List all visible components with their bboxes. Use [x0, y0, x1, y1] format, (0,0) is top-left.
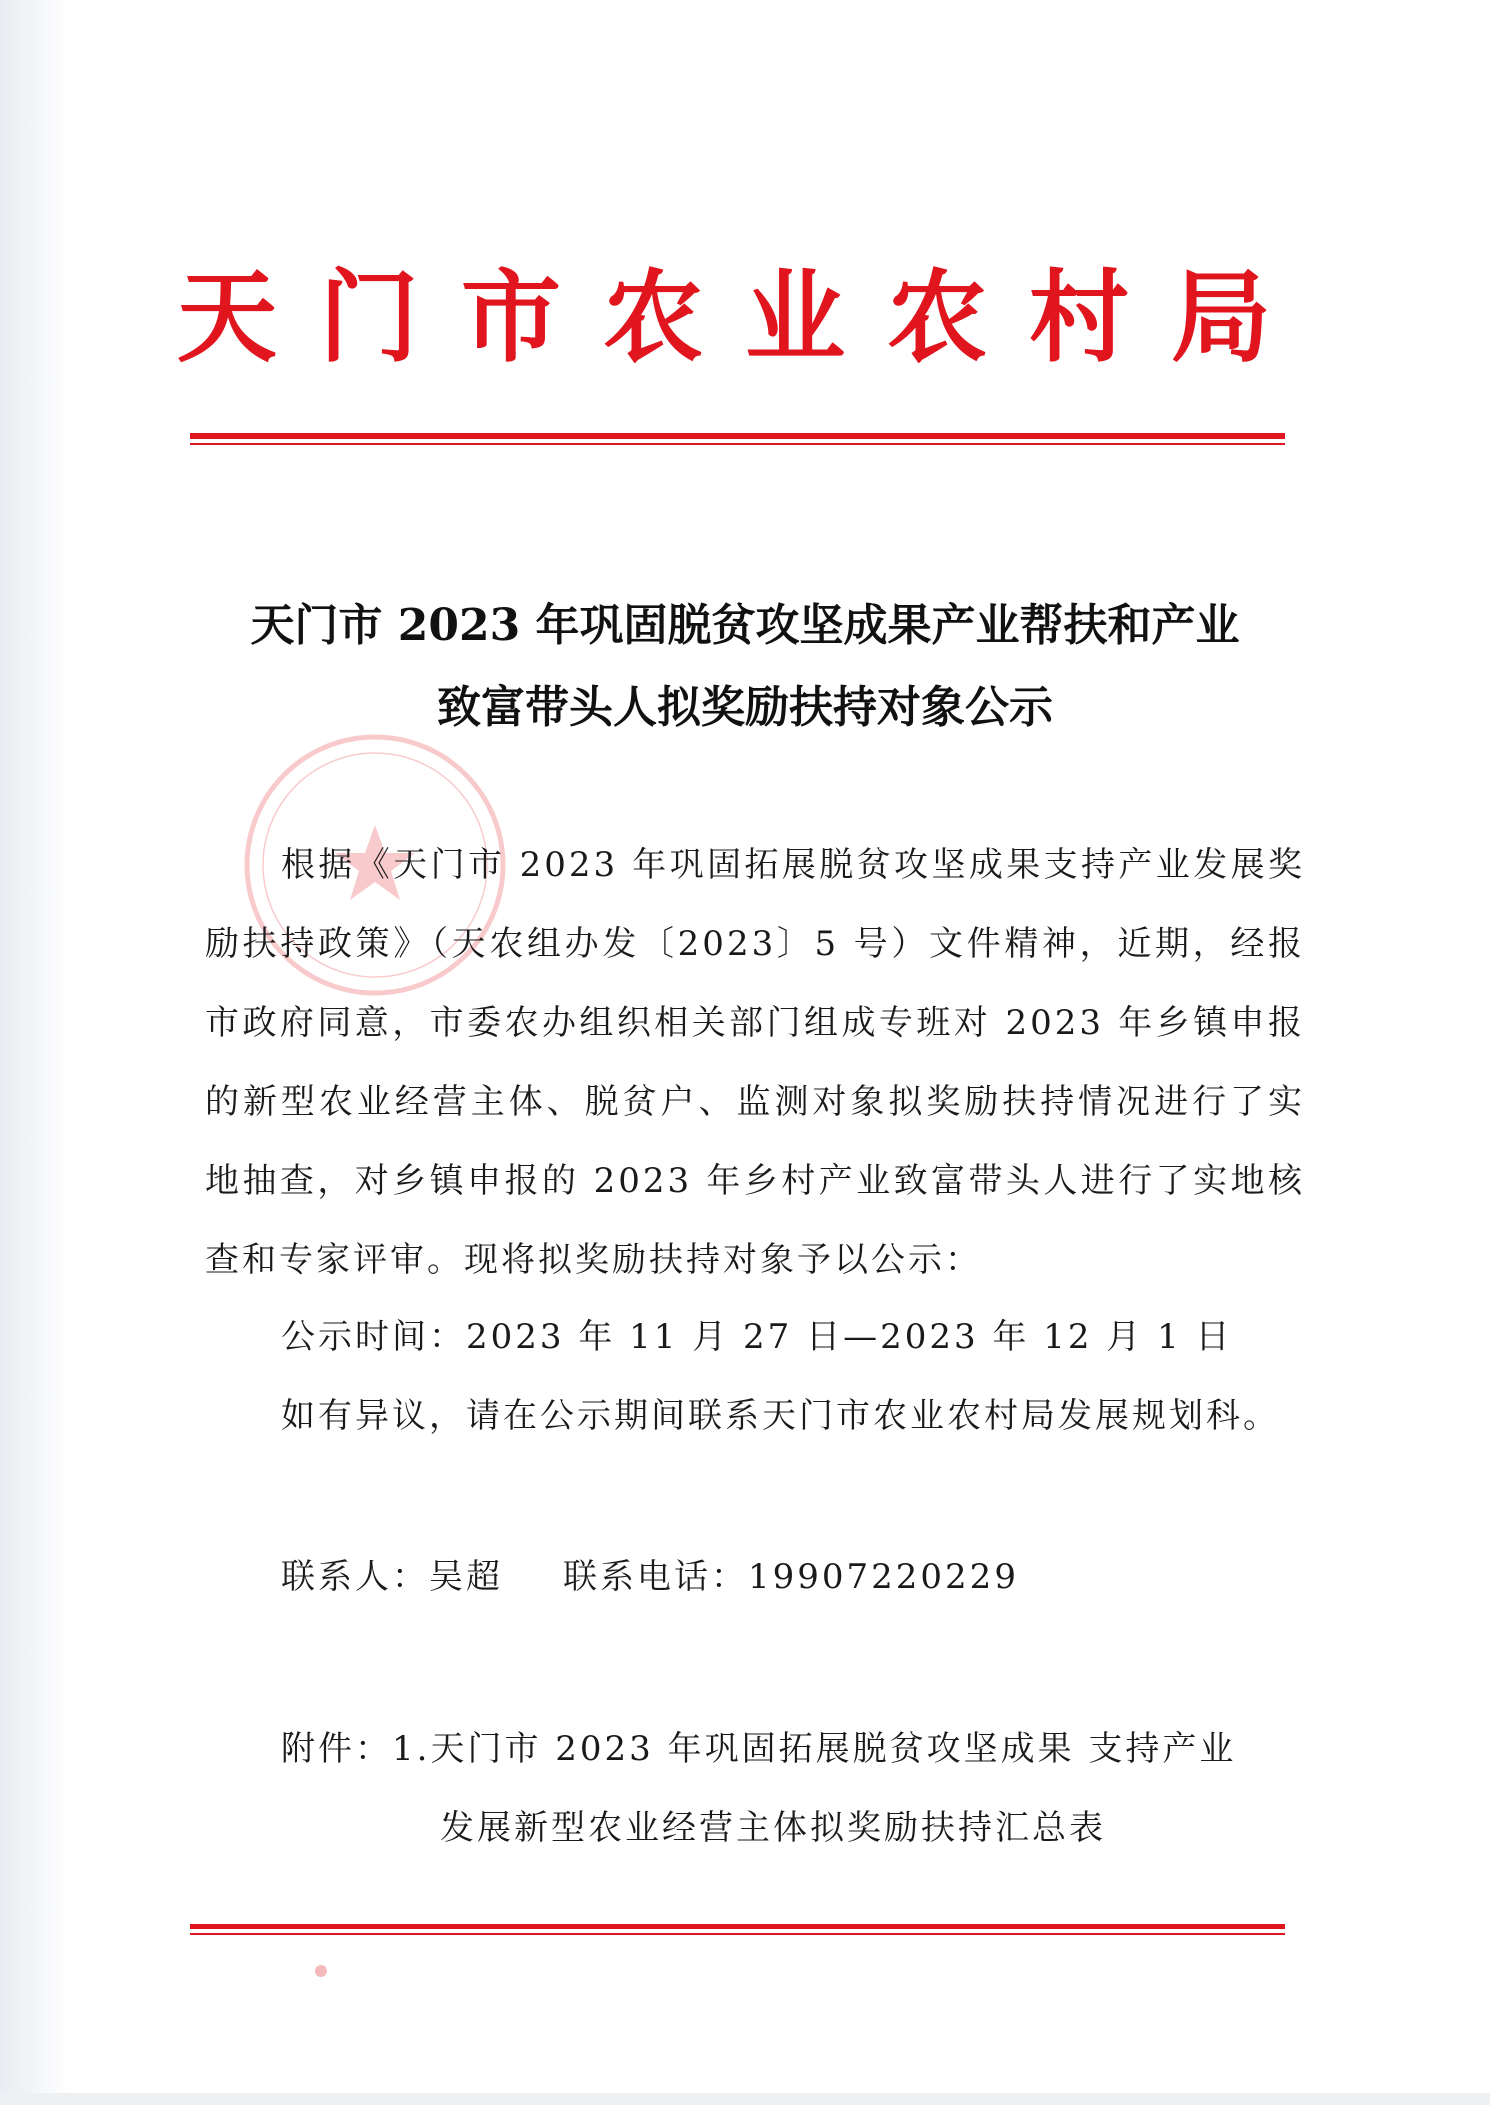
header-rule-thick	[190, 433, 1285, 439]
publicity-period: 公示时间：2023 年 11 月 27 日—2023 年 12 月 1 日	[281, 1317, 1233, 1357]
contact-line	[281, 1538, 1281, 1617]
contact-phone: 联系电话：19907220229	[563, 1557, 1019, 1597]
footer-rule-thick	[190, 1924, 1285, 1929]
notice-title-line1: 天门市 2023 年巩固脱贫攻坚成果产业帮扶和产业	[250, 600, 1240, 651]
notice-title-line2: 致富带头人拟奖励扶持对象公示	[437, 682, 1053, 733]
ink-speck	[315, 1965, 327, 1977]
attachment-line1: 附件：1.天门市 2023 年巩固拓展脱贫攻坚成果 支持产业	[281, 1729, 1237, 1769]
contact-person: 联系人：吴超	[281, 1557, 503, 1597]
scan-shadow-bottom	[0, 2093, 1490, 2105]
issuer-masthead: 天门市农业农村局	[177, 259, 1313, 376]
notice-title	[150, 585, 1340, 749]
body-paragraph-main: 根据《天门市 2023 年巩固拓展脱贫攻坚成果支持产业发展奖励扶持政策》（天农组办发〔2023〕5 号）文件精神，近期，经报市政府同意，市委农办组织相关部门组成专班对 2023 年乡镇申报的新型农业经营主体、脱贫户、监测对象拟奖励扶持情况进行了实地抽查，对乡镇申报的 2023 年乡村产业致富带头人进行了实地核查和专家评审。现将拟奖励扶持对象予以公示：	[205, 845, 1305, 1280]
footer-rule-thin	[190, 1933, 1285, 1935]
header-rule-thin	[190, 443, 1285, 445]
objection-notice: 如有异议，请在公示期间联系天门市农业农村局发展规划科。	[281, 1396, 1280, 1436]
attachment-line2: 发展新型农业经营主体拟奖励扶持汇总表	[440, 1808, 1106, 1848]
